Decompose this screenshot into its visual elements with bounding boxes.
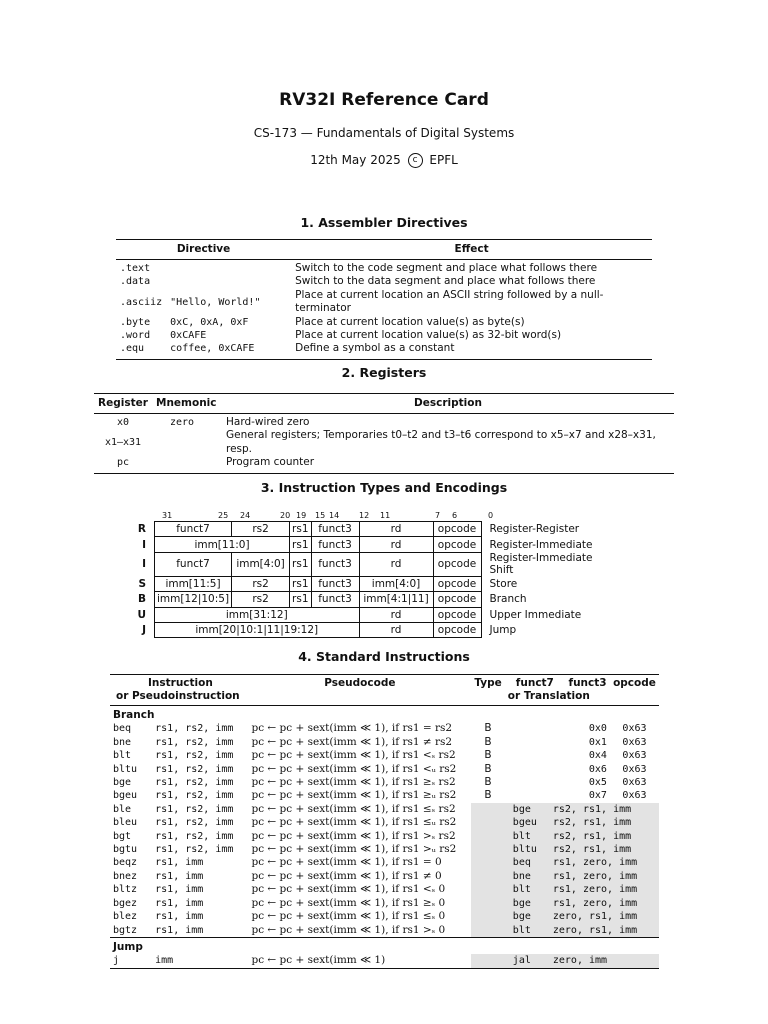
instruction-row bbox=[110, 722, 659, 735]
encoding-field: rd bbox=[359, 607, 433, 622]
date: 12th May 2025 bbox=[310, 153, 401, 167]
instruction-operands: rs1, rs2, imm bbox=[155, 803, 234, 815]
encoding-field: rs1 bbox=[290, 552, 311, 576]
encoding-description: Register-Immediate bbox=[489, 538, 593, 551]
instruction-opcode: 0x63 bbox=[622, 777, 647, 789]
directive-name: .text bbox=[120, 263, 151, 274]
translation-mnemonic: blt bbox=[505, 830, 550, 843]
instruction-funct7 bbox=[505, 789, 550, 802]
directive-arg bbox=[166, 260, 291, 276]
section-heading-directives: 1. Assembler Directives bbox=[300, 215, 468, 230]
encoding-field: funct3 bbox=[311, 592, 359, 607]
standard-instructions-table bbox=[110, 674, 659, 969]
date-line bbox=[0, 153, 768, 168]
translation-mnemonic: bne bbox=[505, 870, 550, 883]
translation-spacer bbox=[471, 816, 505, 829]
col-instruction-title: Instruction bbox=[148, 677, 213, 689]
register-description: Program counter bbox=[226, 456, 315, 469]
encoding-type: R bbox=[137, 523, 146, 536]
group-name: Jump bbox=[113, 940, 143, 953]
instruction-row bbox=[110, 870, 659, 883]
translation-operands: zero, imm bbox=[550, 954, 659, 968]
encoding-field: rs1 bbox=[290, 522, 311, 537]
register-description: General registers; Temporaries t0–t2 and t3–t6 correspond to x5–x7 and x28–x31, resp. bbox=[226, 429, 656, 455]
instruction-mnemonic: bge bbox=[113, 777, 132, 789]
directive-row bbox=[116, 342, 652, 359]
col-opcode: opcode bbox=[613, 677, 656, 689]
directive-arg: "Hello, World!" bbox=[170, 296, 261, 308]
instruction-operands: rs1, imm bbox=[155, 870, 204, 882]
instruction-opcode: 0x63 bbox=[622, 736, 647, 748]
instruction-funct3: 0x5 bbox=[588, 777, 607, 789]
instruction-pseudocode: pc ← pc + sext(imm ≪ 1), if rs1 ≥ₛ 0 bbox=[251, 896, 446, 909]
col-instruction-sub: or Pseudoinstruction bbox=[116, 690, 240, 702]
instruction-operands: rs1, imm bbox=[155, 897, 204, 909]
translation-operands: zero, rs1, imm bbox=[550, 910, 659, 923]
directive-effect: Define a symbol as a constant bbox=[295, 342, 455, 355]
bit-label: 31 bbox=[162, 511, 173, 520]
encoding-type: I bbox=[142, 558, 146, 571]
section-heading-standard: 4. Standard Instructions bbox=[298, 649, 470, 664]
instruction-pseudocode: pc ← pc + sext(imm ≪ 1), if rs1 ≠ 0 bbox=[251, 869, 442, 882]
instruction-mnemonic: bltu bbox=[113, 763, 138, 775]
register-description: Hard-wired zero bbox=[226, 416, 310, 428]
instruction-type: B bbox=[484, 789, 492, 802]
org: EPFL bbox=[429, 153, 458, 167]
instruction-row bbox=[110, 816, 659, 829]
instruction-row bbox=[110, 883, 659, 896]
col-type: Type bbox=[474, 677, 502, 689]
translation-spacer bbox=[471, 856, 505, 869]
directive-row bbox=[116, 329, 652, 342]
encoding-field: funct3 bbox=[311, 522, 359, 537]
translation-operands: rs1, zero, imm bbox=[550, 856, 659, 869]
encoding-field: opcode bbox=[433, 537, 481, 552]
instruction-row bbox=[110, 830, 659, 843]
directive-row bbox=[116, 289, 652, 316]
encoding-field: opcode bbox=[433, 622, 481, 637]
translation-spacer bbox=[471, 803, 505, 816]
instruction-pseudocode: pc ← pc + sext(imm ≪ 1), if rs1 ≤ₛ 0 bbox=[251, 910, 446, 923]
translation-operands: rs1, zero, imm bbox=[550, 870, 659, 883]
encoding-field: rs1 bbox=[290, 576, 311, 591]
translation-mnemonic: blt bbox=[505, 924, 550, 938]
instruction-type: B bbox=[484, 735, 492, 748]
instruction-row bbox=[110, 924, 659, 938]
col-funct-title bbox=[508, 677, 607, 690]
instruction-mnemonic: bgez bbox=[113, 897, 138, 909]
instruction-operands: rs1, rs2, imm bbox=[155, 750, 234, 762]
encoding-description: Register-Immediate Shift bbox=[489, 552, 593, 577]
encoding-field: funct3 bbox=[311, 552, 359, 576]
translation-operands: rs2, rs1, imm bbox=[550, 803, 659, 816]
encoding-field: opcode bbox=[433, 552, 481, 576]
instruction-operands: rs1, rs2, imm bbox=[155, 790, 234, 802]
translation-spacer bbox=[471, 924, 505, 938]
encoding-field: rd bbox=[359, 522, 433, 537]
encoding-description: Branch bbox=[489, 593, 527, 606]
directive-arg: 0xCAFE bbox=[170, 330, 207, 342]
translation-operands: rs2, rs1, imm bbox=[550, 816, 659, 829]
bit-label: 0 bbox=[488, 511, 494, 520]
instruction-type: B bbox=[484, 749, 492, 762]
directive-name: .data bbox=[120, 276, 151, 288]
instruction-pseudocode: pc ← pc + sext(imm ≪ 1), if rs1 = rs2 bbox=[251, 722, 453, 735]
encoding-field: rs2 bbox=[232, 576, 290, 591]
instruction-funct3: 0x4 bbox=[588, 750, 607, 762]
encoding-field: rd bbox=[359, 552, 433, 576]
encoding-row bbox=[130, 592, 621, 607]
register-row bbox=[94, 414, 674, 430]
bit-label: 15 bbox=[315, 511, 326, 520]
col-translation-sub: or Translation bbox=[507, 690, 590, 702]
encoding-description: Register-Register bbox=[489, 523, 580, 536]
register-row bbox=[94, 456, 674, 473]
instruction-operands: rs1, rs2, imm bbox=[155, 723, 234, 735]
encoding-field: imm[12|10:5] bbox=[155, 592, 232, 607]
bit-label: 14 bbox=[329, 511, 340, 520]
encoding-field: opcode bbox=[433, 576, 481, 591]
register-name: x0 bbox=[116, 417, 130, 428]
instruction-operands: rs1, rs2, imm bbox=[155, 817, 234, 829]
instruction-type: B bbox=[484, 776, 492, 789]
directive-effect: Place at current location value(s) as 32-bit word(s) bbox=[295, 329, 562, 342]
instruction-funct3: 0x1 bbox=[588, 736, 607, 748]
translation-operands: rs2, rs1, imm bbox=[550, 843, 659, 856]
col-funct7: funct7 bbox=[515, 677, 554, 689]
encoding-field: imm[20|10:1|11|19:12] bbox=[155, 622, 360, 637]
encoding-field: opcode bbox=[433, 607, 481, 622]
directive-effect: Place at current location value(s) as byte(s) bbox=[295, 315, 525, 328]
directive-name: .equ bbox=[120, 343, 145, 355]
section-heading-registers: 2. Registers bbox=[341, 365, 427, 380]
translation-spacer bbox=[471, 870, 505, 883]
encoding-row bbox=[130, 576, 621, 591]
instruction-operands: rs1, rs2, imm bbox=[155, 844, 234, 856]
translation-spacer bbox=[471, 954, 505, 968]
instruction-opcode: 0x63 bbox=[622, 790, 647, 802]
instruction-operands: rs1, rs2, imm bbox=[155, 736, 234, 748]
instruction-funct7 bbox=[505, 763, 550, 776]
instruction-pseudocode: pc ← pc + sext(imm ≪ 1), if rs1 <ₛ rs2 bbox=[251, 749, 456, 762]
instruction-mnemonic: j bbox=[113, 955, 120, 967]
translation-spacer bbox=[471, 830, 505, 843]
directive-row bbox=[116, 275, 652, 288]
instruction-row bbox=[110, 749, 659, 762]
encoding-field: funct7 bbox=[155, 552, 232, 576]
encoding-type: S bbox=[138, 577, 146, 590]
group-name: Branch bbox=[113, 709, 155, 721]
course-name: CS-173 — Fundamentals of Digital Systems bbox=[253, 126, 515, 140]
instruction-operands: rs1, imm bbox=[155, 911, 204, 923]
instruction-mnemonic: beqz bbox=[113, 857, 138, 869]
translation-mnemonic: beq bbox=[505, 856, 550, 869]
instruction-funct7 bbox=[505, 736, 550, 749]
encoding-field: rd bbox=[359, 622, 433, 637]
encoding-field: imm[4:0] bbox=[359, 576, 433, 591]
group-header-row bbox=[110, 706, 659, 723]
instruction-funct7 bbox=[505, 749, 550, 762]
instruction-opcode: 0x63 bbox=[622, 723, 647, 735]
translation-spacer bbox=[471, 910, 505, 923]
instruction-funct7 bbox=[505, 722, 550, 735]
instruction-mnemonic: blez bbox=[113, 911, 138, 923]
directive-arg: 0xC, 0xA, 0xF bbox=[170, 316, 249, 328]
encoding-description: Jump bbox=[489, 624, 517, 637]
instruction-pseudocode: pc ← pc + sext(imm ≪ 1), if rs1 = 0 bbox=[251, 856, 442, 869]
col-effect: Effect bbox=[454, 243, 489, 255]
directive-name: .asciiz bbox=[120, 296, 163, 308]
directive-effect: Switch to the code segment and place what follows there bbox=[295, 262, 598, 274]
instruction-pseudocode: pc ← pc + sext(imm ≪ 1), if rs1 <ₛ 0 bbox=[251, 883, 446, 896]
instruction-row bbox=[110, 763, 659, 776]
col-funct bbox=[505, 675, 610, 706]
translation-mnemonic: blt bbox=[505, 883, 550, 896]
translation-operands: rs1, zero, imm bbox=[550, 883, 659, 896]
translation-mnemonic: bge bbox=[505, 897, 550, 910]
encoding-type: J bbox=[142, 624, 146, 637]
instruction-pseudocode: pc ← pc + sext(imm ≪ 1), if rs1 ≥ᵤ rs2 bbox=[251, 789, 457, 802]
encoding-field: funct3 bbox=[311, 576, 359, 591]
instruction-row bbox=[110, 954, 659, 968]
encoding-row bbox=[130, 607, 621, 622]
encoding-field: rs2 bbox=[232, 592, 290, 607]
register-row bbox=[94, 429, 674, 456]
encoding-field: rs2 bbox=[232, 522, 290, 537]
instruction-mnemonic: ble bbox=[113, 803, 132, 815]
col-pseudocode: Pseudocode bbox=[324, 677, 396, 689]
bit-label: 24 bbox=[240, 511, 251, 520]
bit-label: 11 bbox=[380, 511, 391, 520]
instruction-row bbox=[110, 910, 659, 923]
instruction-opcode: 0x63 bbox=[622, 750, 647, 762]
encoding-field: imm[4:1|11] bbox=[359, 592, 433, 607]
instruction-row bbox=[110, 789, 659, 802]
instruction-mnemonic: bgtz bbox=[113, 924, 138, 936]
instruction-mnemonic: bgt bbox=[113, 830, 132, 842]
translation-operands: zero, rs1, imm bbox=[550, 924, 659, 938]
translation-operands: rs1, zero, imm bbox=[550, 897, 659, 910]
instruction-row bbox=[110, 856, 659, 869]
instruction-mnemonic: beq bbox=[113, 723, 132, 735]
registers-table bbox=[94, 393, 674, 474]
encoding-field: rs1 bbox=[290, 537, 311, 552]
register-mnemonic: zero bbox=[170, 417, 195, 428]
encoding-row bbox=[130, 552, 621, 576]
translation-mnemonic: bgeu bbox=[505, 816, 550, 829]
instruction-pseudocode: pc ← pc + sext(imm ≪ 1), if rs1 ≥ₛ rs2 bbox=[251, 776, 456, 789]
instruction-opcode: 0x63 bbox=[622, 763, 647, 775]
instruction-row bbox=[110, 776, 659, 789]
encoding-description: Store bbox=[489, 577, 518, 590]
encoding-row bbox=[130, 537, 621, 552]
register-mnemonic bbox=[152, 456, 222, 473]
encoding-type: B bbox=[137, 593, 146, 606]
instruction-mnemonic: bltz bbox=[113, 884, 138, 896]
instruction-funct7 bbox=[505, 776, 550, 789]
encoding-type: U bbox=[137, 608, 146, 621]
instruction-mnemonic: bleu bbox=[113, 817, 138, 829]
encoding-type: I bbox=[142, 538, 146, 551]
translation-mnemonic: bge bbox=[505, 910, 550, 923]
translation-spacer bbox=[471, 843, 505, 856]
copyright-icon: c bbox=[408, 153, 423, 168]
encoding-field: rs1 bbox=[290, 592, 311, 607]
instruction-row bbox=[110, 897, 659, 910]
instruction-row bbox=[110, 843, 659, 856]
register-name: pc bbox=[116, 457, 130, 469]
col-mnemonic: Mnemonic bbox=[156, 397, 217, 409]
bit-label: 20 bbox=[280, 511, 291, 520]
instruction-operands: rs1, imm bbox=[155, 857, 204, 869]
instruction-pseudocode: pc ← pc + sext(imm ≪ 1), if rs1 ≤ᵤ rs2 bbox=[251, 816, 457, 829]
encoding-row bbox=[130, 622, 621, 637]
register-mnemonic bbox=[152, 429, 222, 456]
encoding-field: opcode bbox=[433, 522, 481, 537]
instruction-pseudocode: pc ← pc + sext(imm ≪ 1), if rs1 >ₛ 0 bbox=[251, 923, 446, 936]
instruction-pseudocode: pc ← pc + sext(imm ≪ 1), if rs1 >ᵤ rs2 bbox=[251, 843, 457, 856]
encoding-field: opcode bbox=[433, 592, 481, 607]
encoding-table bbox=[130, 521, 621, 638]
bit-label: 12 bbox=[359, 511, 370, 520]
instruction-pseudocode: pc ← pc + sext(imm ≪ 1) bbox=[251, 954, 386, 967]
translation-mnemonic: jal bbox=[505, 954, 550, 968]
translation-operands: rs2, rs1, imm bbox=[550, 830, 659, 843]
translation-mnemonic: bltu bbox=[505, 843, 550, 856]
instruction-mnemonic: bgeu bbox=[113, 790, 138, 802]
instruction-pseudocode: pc ← pc + sext(imm ≪ 1), if rs1 >ₛ rs2 bbox=[251, 829, 456, 842]
instruction-type: B bbox=[484, 722, 492, 735]
section-heading-encodings: 3. Instruction Types and Encodings bbox=[260, 480, 508, 495]
col-description: Description bbox=[414, 397, 482, 409]
instruction-pseudocode: pc ← pc + sext(imm ≪ 1), if rs1 <ᵤ rs2 bbox=[251, 762, 457, 775]
directive-effect: Switch to the data segment and place what follows there bbox=[295, 275, 596, 288]
col-funct3: funct3 bbox=[568, 677, 607, 689]
instruction-row bbox=[110, 736, 659, 749]
encoding-field: imm[4:0] bbox=[232, 552, 290, 576]
encoding-field: funct3 bbox=[311, 537, 359, 552]
instruction-funct3: 0x7 bbox=[588, 790, 607, 802]
instruction-operands: rs1, rs2, imm bbox=[155, 830, 234, 842]
instruction-mnemonic: blt bbox=[113, 750, 132, 762]
directive-row bbox=[116, 260, 652, 276]
directive-arg: coffee, 0xCAFE bbox=[170, 343, 255, 355]
bit-label: 25 bbox=[218, 511, 229, 520]
encoding-field: imm[11:5] bbox=[155, 576, 232, 591]
instruction-pseudocode: pc ← pc + sext(imm ≪ 1), if rs1 ≤ₛ rs2 bbox=[251, 802, 456, 815]
directive-arg bbox=[166, 275, 291, 288]
encoding-row bbox=[130, 522, 621, 537]
encoding-description: Upper Immediate bbox=[489, 608, 582, 621]
directive-name: .word bbox=[120, 330, 151, 342]
directive-effect: Place at current location an ASCII string followed by a null-terminator bbox=[295, 288, 604, 315]
bit-label: 6 bbox=[452, 511, 458, 520]
page-title: RV32I Reference Card bbox=[279, 90, 489, 110]
translation-spacer bbox=[471, 897, 505, 910]
bit-label: 7 bbox=[435, 511, 441, 520]
register-name: x1–x31 bbox=[104, 437, 142, 449]
encoding-field: funct7 bbox=[155, 522, 232, 537]
instruction-pseudocode: pc ← pc + sext(imm ≪ 1), if rs1 ≠ rs2 bbox=[251, 735, 453, 748]
instruction-operands: imm bbox=[155, 955, 174, 967]
directives-table bbox=[116, 239, 652, 360]
translation-spacer bbox=[471, 883, 505, 896]
col-instruction bbox=[110, 675, 248, 706]
instruction-type: B bbox=[484, 762, 492, 775]
bit-label: 19 bbox=[296, 511, 307, 520]
instruction-mnemonic: bgtu bbox=[113, 844, 138, 856]
instruction-row bbox=[110, 803, 659, 816]
instruction-operands: rs1, imm bbox=[155, 924, 204, 936]
instruction-operands: rs1, rs2, imm bbox=[155, 763, 234, 775]
group-header-row bbox=[110, 937, 659, 954]
directive-name: .byte bbox=[120, 316, 151, 328]
encoding-field: rd bbox=[359, 537, 433, 552]
instruction-mnemonic: bne bbox=[113, 736, 132, 748]
directive-row bbox=[116, 316, 652, 329]
col-directive: Directive bbox=[176, 243, 231, 255]
translation-mnemonic: bge bbox=[505, 803, 550, 816]
instruction-funct3: 0x6 bbox=[588, 763, 607, 775]
encoding-field: imm[31:12] bbox=[155, 607, 360, 622]
instruction-funct3: 0x0 bbox=[588, 723, 607, 735]
instruction-mnemonic: bnez bbox=[113, 870, 138, 882]
instruction-operands: rs1, rs2, imm bbox=[155, 777, 234, 789]
encoding-field: imm[11:0] bbox=[155, 537, 290, 552]
instruction-operands: rs1, imm bbox=[155, 884, 204, 896]
col-register: Register bbox=[98, 397, 148, 409]
